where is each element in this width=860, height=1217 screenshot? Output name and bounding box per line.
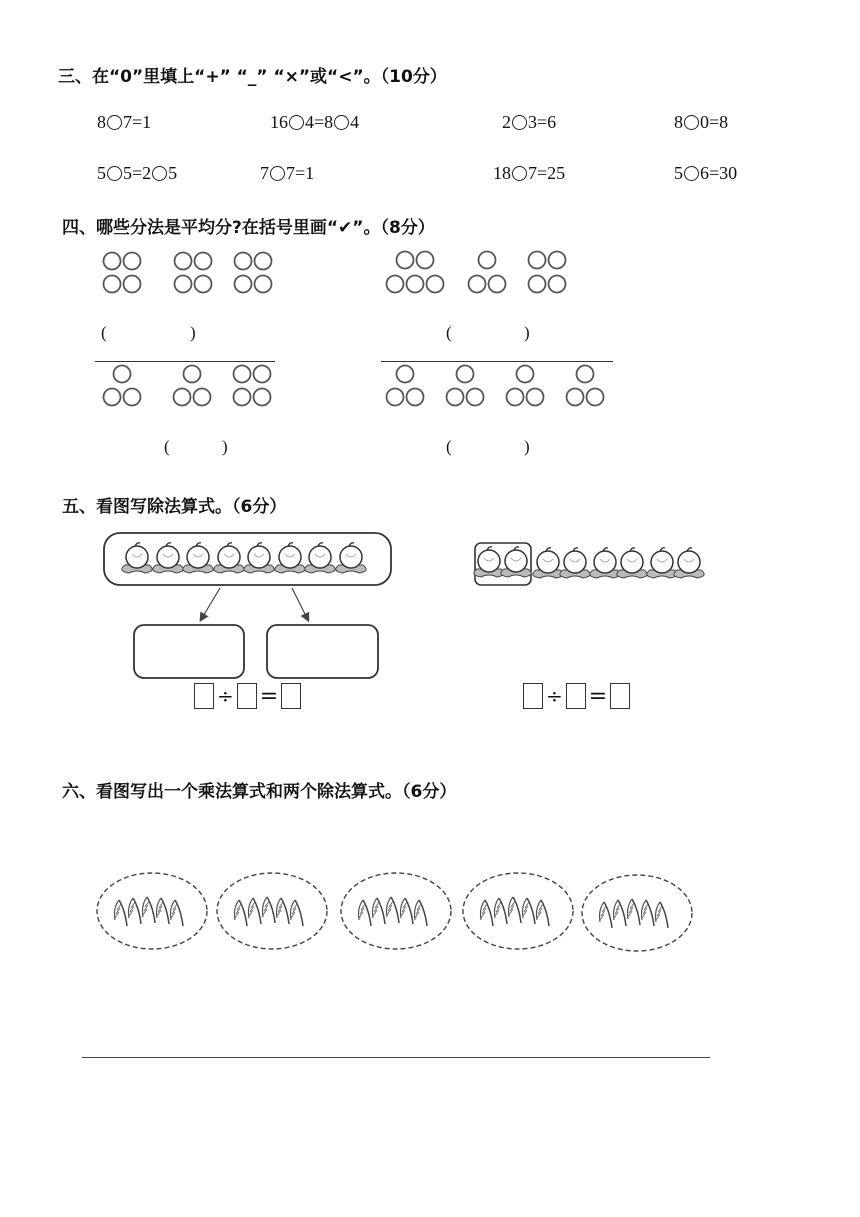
answer-box[interactable] <box>523 683 543 709</box>
answer-circle[interactable] <box>289 115 304 130</box>
section5-heading: 五、看图写除法算式。（6分） <box>62 497 287 517</box>
equation-2-3: 18 7=25 <box>493 163 566 183</box>
equation-1-2: 16 4=8 4 <box>270 112 360 132</box>
answer-paren-open: ( <box>446 437 452 456</box>
answer-box[interactable] <box>281 683 301 709</box>
answer-circle[interactable] <box>684 115 699 130</box>
answer-circle[interactable] <box>107 166 122 181</box>
answer-paren-close: ) <box>222 437 228 456</box>
equation-2-2: 7 7=1 <box>260 163 315 183</box>
divider-line <box>95 361 275 362</box>
answer-box[interactable] <box>237 683 257 709</box>
answer-blank-a[interactable] <box>110 323 188 345</box>
answer-circle[interactable] <box>684 166 699 181</box>
divide-sign: ÷ <box>217 684 234 708</box>
answer-blank-d[interactable] <box>456 437 522 459</box>
peach-box <box>104 533 391 585</box>
equation-2-4: 5 6=30 <box>674 163 738 183</box>
equals-sign: = <box>588 683 608 709</box>
answer-box[interactable] <box>566 683 586 709</box>
answer-blank-b[interactable] <box>456 323 522 345</box>
answer-circle[interactable] <box>512 166 527 181</box>
equation-2-1: 5 5=2 5 <box>97 163 178 183</box>
answer-circle[interactable] <box>270 166 285 181</box>
answer-blank-c[interactable] <box>174 437 220 459</box>
division-equation-right <box>523 683 630 709</box>
answer-paren-open: ( <box>164 437 170 456</box>
equation-1-1: 8 7=1 <box>97 112 152 132</box>
answer-line[interactable] <box>82 1057 710 1058</box>
answer-box[interactable] <box>194 683 214 709</box>
answer-circle[interactable] <box>334 115 349 130</box>
divider-line <box>381 361 613 362</box>
equation-1-3: 2 3=6 <box>502 112 557 132</box>
equals-sign: = <box>259 683 279 709</box>
answer-circle[interactable] <box>512 115 527 130</box>
section6-heading: 六、看图写出一个乘法算式和两个除法算式。（6分） <box>62 782 457 802</box>
answer-paren-open: ( <box>446 323 452 342</box>
answer-paren-close: ) <box>524 323 530 342</box>
answer-paren-open: ( <box>101 323 107 342</box>
answer-paren-close: ) <box>524 437 530 456</box>
answer-box[interactable] <box>610 683 630 709</box>
answer-circle[interactable] <box>152 166 167 181</box>
equation-1-4: 8 0=8 <box>674 112 729 132</box>
answer-circle[interactable] <box>107 115 122 130</box>
divide-sign: ÷ <box>546 684 563 708</box>
answer-paren-close: ) <box>190 323 196 342</box>
section4-heading: 四、哪些分法是平均分?在括号里画“✔”。（8分） <box>62 218 435 238</box>
section3-heading: 三、在“0”里填上“+” “_” “×”或“<”。（10分） <box>58 67 447 87</box>
division-equation-left <box>194 683 301 709</box>
